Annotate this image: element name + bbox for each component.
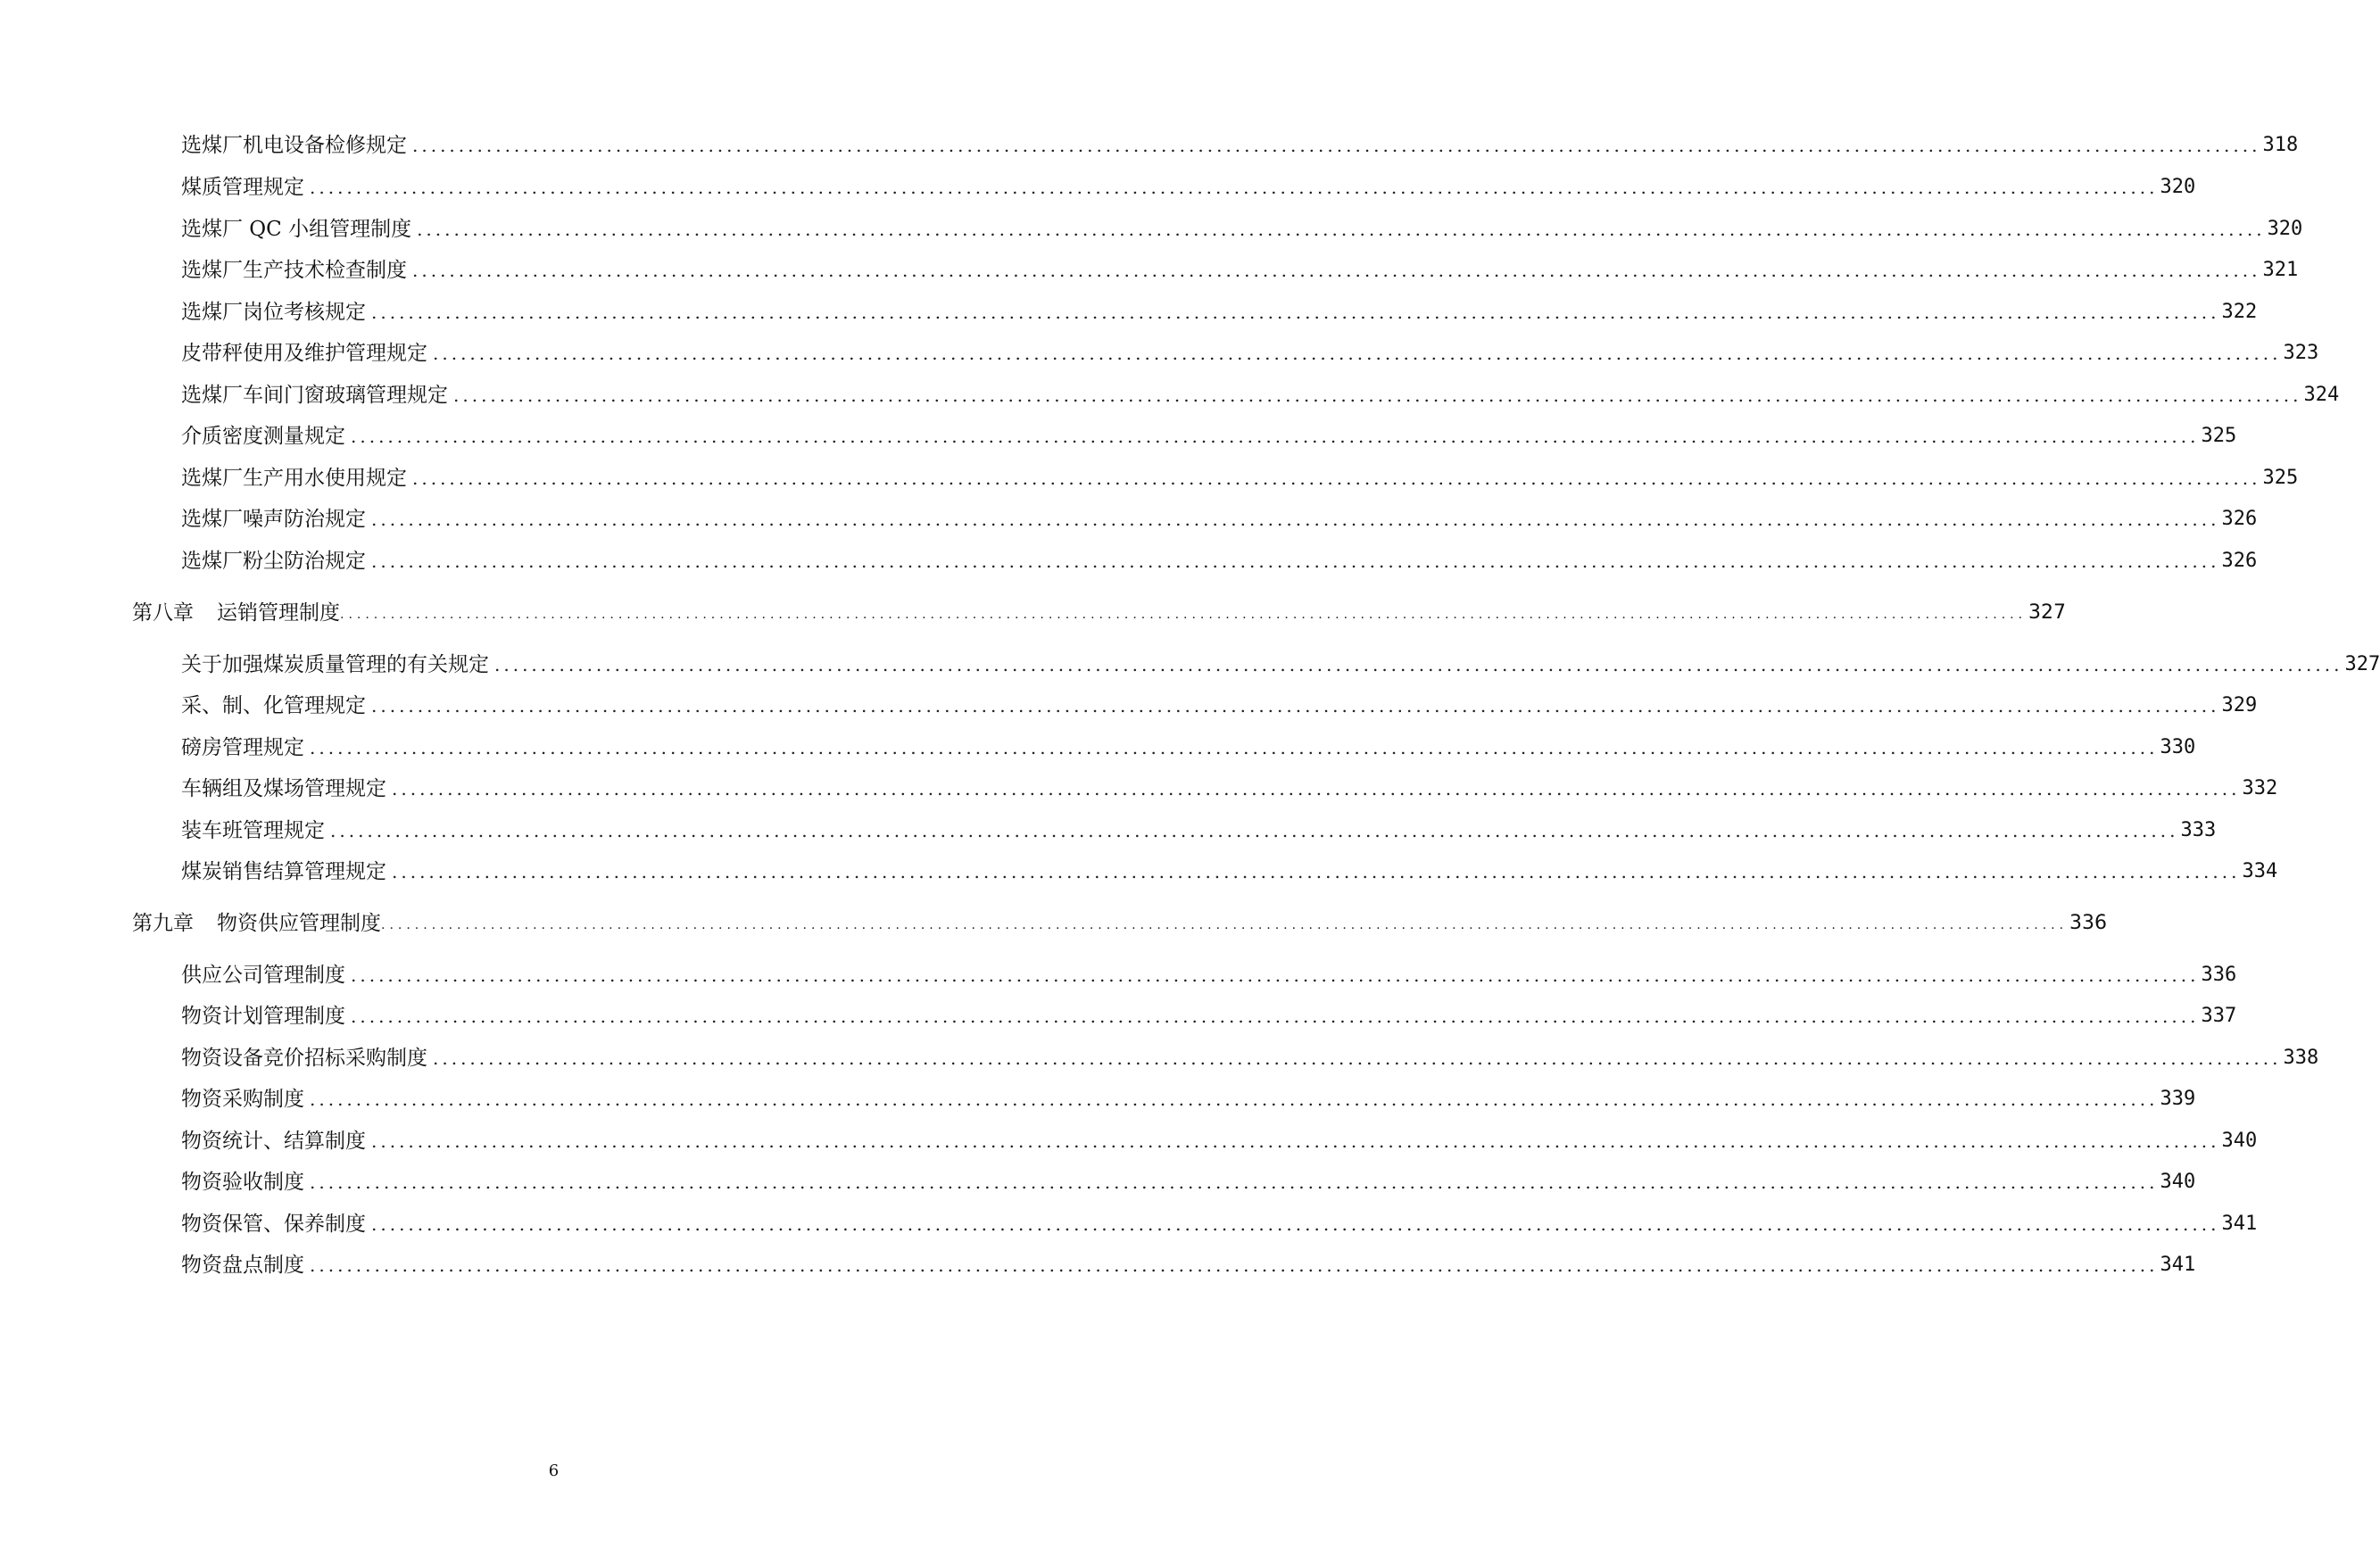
toc-page-number: 322 (2221, 301, 2258, 323)
toc-page-number: 325 (2201, 425, 2237, 447)
toc-dot-leader: ........................................................................................................................................................................................................ (310, 1089, 2159, 1110)
toc-entry-title (132, 910, 381, 937)
toc-section-entry[interactable] (181, 1205, 2258, 1238)
toc-page-number: 327 (2028, 601, 2067, 624)
toc-page-number: 325 (2262, 467, 2299, 489)
toc-dot-leader: ........................................................................................................................................................................................................ (351, 1006, 2200, 1027)
toc-dot-leader: ........................................................................................................................................................................................................ (351, 426, 2200, 447)
toc-section-entry[interactable] (181, 853, 2278, 885)
toc-section-entry[interactable] (181, 335, 2319, 367)
toc-page-number: 330 (2160, 736, 2196, 758)
toc-chapter-number: 第九章 (132, 912, 194, 935)
toc-section-entry[interactable] (181, 294, 2258, 326)
toc-dot-leader: ........................................................................................................................................................................................................ (371, 302, 2220, 323)
toc-section-entry[interactable] (181, 1122, 2258, 1155)
toc-section-entry[interactable] (181, 956, 2237, 989)
toc-page-number: 318 (2262, 134, 2299, 156)
toc-section-entry[interactable] (181, 542, 2258, 575)
toc-page-number: 321 (2262, 259, 2299, 281)
toc-dot-leader: ........................................................................................................................................................................................................ (412, 135, 2261, 156)
toc-dot-leader: ........................................................................................................................................................................................................ (433, 343, 2282, 364)
toc-entry-title: 介质密度测量规定 (181, 425, 345, 448)
toc-section-entry[interactable] (181, 1163, 2196, 1196)
toc-section-entry[interactable] (181, 998, 2237, 1030)
toc-entry-title: 选煤厂岗位考核规定 (181, 301, 366, 324)
toc-page-number: 336 (2069, 912, 2108, 934)
toc-page-number: 332 (2242, 777, 2278, 799)
toc-dot-leader: ........................................................................................................................................................................................................ (392, 861, 2241, 882)
toc-section-entry[interactable] (181, 646, 2380, 678)
toc-page-number: 320 (2267, 218, 2303, 240)
toc-section-entry[interactable] (181, 729, 2196, 761)
toc-dot-leader: ........................................................................................................................................................................................................ (494, 654, 2343, 675)
toc-page-number: 337 (2201, 1005, 2237, 1027)
toc-section-entry[interactable] (181, 169, 2196, 201)
toc-entry-title: 选煤厂生产用水使用规定 (181, 467, 407, 490)
toc-dot-leader: ........................................................................................................................................................................................................ (371, 1213, 2220, 1235)
page-number: 6 (548, 1461, 560, 1480)
toc-dot-leader: ........................................................................................................................................................................................................ (371, 509, 2220, 530)
toc-entry-title: 物资采购制度 (181, 1088, 304, 1111)
toc-section-entry[interactable] (181, 501, 2258, 533)
toc-dot-leader: ........................................................................................................................................................................................................ (310, 1172, 2159, 1193)
toc-page-number: 327 (2344, 653, 2380, 675)
toc-dot-leader: ........................................................................................................................................................................................................ (371, 695, 2220, 716)
toc-section-entry[interactable] (181, 1246, 2196, 1279)
toc-entry-title: 选煤厂噪声防治规定 (181, 508, 366, 531)
toc-section-entry[interactable] (181, 418, 2237, 450)
toc-chapter-number: 第八章 (132, 601, 194, 625)
toc-dot-leader: ........................................................................................................................................................................................................ (412, 468, 2261, 489)
toc-page-number: 333 (2180, 819, 2217, 841)
toc-section-entry[interactable] (181, 211, 2303, 243)
toc-entry-title: 装车班管理规定 (181, 819, 325, 842)
toc-dot-leader: ........................................................................................................................................................................................................ (310, 737, 2159, 758)
toc-page-number: 334 (2242, 860, 2278, 882)
toc-page-number: 338 (2283, 1047, 2319, 1069)
toc-entry-title: 物资统计、结算制度 (181, 1130, 366, 1153)
toc-dot-leader: ........................................................................................................................................................................................................ (310, 1254, 2159, 1276)
toc-entry-title: 选煤厂车间门窗玻璃管理规定 (181, 384, 448, 407)
toc-entry-title: 供应公司管理制度 (181, 964, 345, 987)
toc-dot-leader: ........................................................................................................................................................................................................ (412, 260, 2261, 281)
toc-entry-title: 磅房管理规定 (181, 736, 304, 759)
toc-dot-leader: ........................................................................................................................................................................................................ (371, 551, 2220, 572)
toc-entry-title: 关于加强煤炭质量管理的有关规定 (181, 653, 489, 676)
toc-entry-title: 选煤厂机电设备检修规定 (181, 134, 407, 157)
toc-page-number: 336 (2201, 964, 2237, 986)
toc-section-entry[interactable] (181, 770, 2278, 802)
toc-section-entry[interactable] (181, 252, 2299, 284)
toc-dot-leader: ........................................................................................................................................................................................................ (433, 1047, 2282, 1069)
toc-section-entry[interactable] (181, 1081, 2196, 1113)
toc-entry-title: 煤炭销售结算管理规定 (181, 860, 386, 883)
toc-dot-leader: ........................................................................................................................................................................................................ (330, 820, 2179, 841)
toc-dot-leader: ........................................................................................................................................................................................................ (453, 385, 2302, 406)
toc-section-entry[interactable] (181, 460, 2299, 492)
toc-chapter-title: 运销管理制度 (217, 601, 340, 625)
toc-entry-title: 采、制、化管理规定 (181, 694, 366, 717)
toc-section-entry[interactable] (181, 1039, 2319, 1072)
toc-entry-title: 选煤厂粉尘防治规定 (181, 550, 366, 573)
toc-page-number: 341 (2221, 1213, 2258, 1235)
toc-chapter-entry[interactable] (132, 594, 2067, 626)
toc-entry-title (132, 600, 340, 626)
toc-entry-title: 选煤厂 QC 小组管理制度 (181, 218, 412, 241)
toc-entry-title: 煤质管理规定 (181, 176, 304, 199)
toc-dot-leader: ........................................................................................................................................................................................................ (371, 1130, 2220, 1152)
toc-page-number: 340 (2160, 1171, 2196, 1193)
toc-entry-title: 皮带秤使用及维护管理规定 (181, 342, 427, 365)
toc-dot-leader: ........................................................................................................................................................................................................ (381, 918, 2069, 932)
toc-page-number: 341 (2160, 1254, 2196, 1276)
toc-page-number: 320 (2160, 176, 2196, 198)
toc-section-entry[interactable] (181, 377, 2340, 409)
toc-section-entry[interactable] (181, 687, 2258, 719)
toc-dot-leader: ........................................................................................................................................................................................................ (340, 608, 2028, 622)
toc-entry-title: 车辆组及煤场管理规定 (181, 777, 386, 800)
toc-entry-title: 物资保管、保养制度 (181, 1213, 366, 1236)
toc-dot-leader: ........................................................................................................................................................................................................ (392, 778, 2241, 799)
toc-dot-leader: ........................................................................................................................................................................................................ (310, 177, 2159, 198)
toc-section-entry[interactable] (181, 127, 2299, 159)
toc-section-entry[interactable] (181, 812, 2217, 844)
toc-entry-title: 选煤厂生产技术检查制度 (181, 259, 407, 282)
toc-entry-title: 物资盘点制度 (181, 1254, 304, 1277)
toc-page-number: 326 (2221, 550, 2258, 572)
toc-page-number: 340 (2221, 1130, 2258, 1152)
toc-chapter-title: 物资供应管理制度 (217, 912, 381, 935)
toc-page-number: 329 (2221, 694, 2258, 716)
toc-dot-leader: ........................................................................................................................................................................................................ (351, 965, 2200, 986)
toc-entry-title: 物资设备竞价招标采购制度 (181, 1047, 427, 1070)
toc-dot-leader: ........................................................................................................................................................................................................ (417, 219, 2266, 240)
toc-chapter-entry[interactable] (132, 905, 2108, 937)
toc-page-number: 339 (2160, 1088, 2196, 1110)
toc-page-number: 324 (2303, 384, 2340, 406)
toc-page-number: 323 (2283, 342, 2319, 364)
toc-entry-title: 物资计划管理制度 (181, 1005, 345, 1028)
toc-entry-title: 物资验收制度 (181, 1171, 304, 1194)
toc-page-number: 326 (2221, 508, 2258, 530)
